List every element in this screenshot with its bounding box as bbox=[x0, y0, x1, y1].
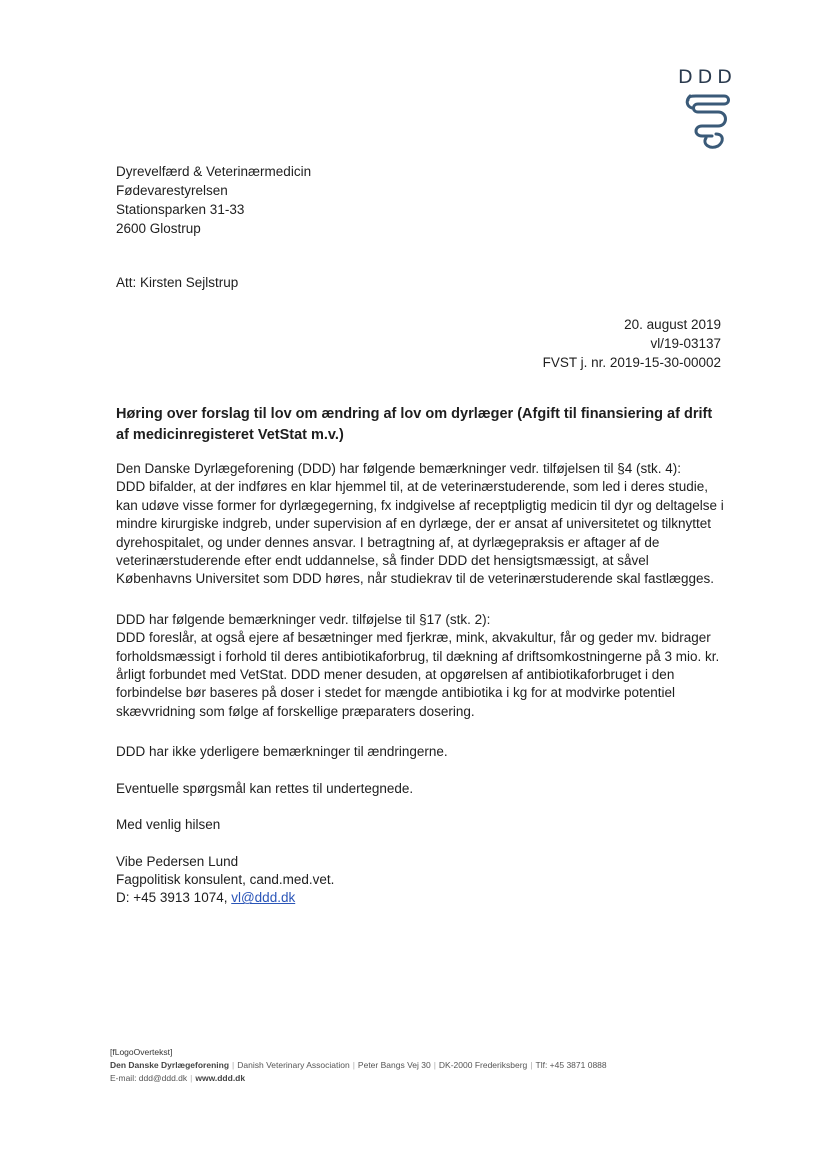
attention-line: Att: Kirsten Sejlstrup bbox=[116, 275, 239, 290]
recipient-address bbox=[116, 162, 311, 238]
logo-text: DDD bbox=[678, 66, 737, 88]
paragraph bbox=[116, 611, 728, 721]
signer-title: Fagpolitisk konsulent, cand.med.vet. bbox=[116, 871, 335, 887]
footer-email[interactable]: E-mail: ddd@ddd.dk bbox=[110, 1073, 188, 1083]
ddd-logo bbox=[678, 66, 748, 152]
letter-footer bbox=[110, 1046, 607, 1085]
footer-line: Den Danske Dyrlægeforening | Danish Veterinary Association | Peter Bangs Vej 30 | DK-2000 Frederiksberg | Tlf: +45 3871 0888 bbox=[110, 1060, 607, 1070]
signer-email-link[interactable]: vl@ddd.dk bbox=[231, 890, 296, 906]
footer-org: Den Danske Dyrlægeforening bbox=[110, 1060, 230, 1070]
letter-date: 20. august 2019 bbox=[624, 317, 721, 332]
signature-block bbox=[116, 853, 728, 908]
letter-body bbox=[116, 460, 728, 926]
address-line: 2600 Glostrup bbox=[116, 221, 201, 236]
footer-tag: [fLogoOvertekst] bbox=[110, 1047, 173, 1057]
signer-phone: D: +45 3913 1074, bbox=[116, 890, 232, 906]
address-line: Dyrevelfærd & Veterinærmedicin bbox=[116, 164, 312, 179]
paragraph-intro: Den Danske Dyrlægeforening (DDD) har følgende bemærkninger vedr. tilføjelsen til §4 (stk. 4): bbox=[116, 461, 681, 476]
address-line: Stationsparken 31-33 bbox=[116, 202, 245, 217]
paragraph: Eventuelle spørgsmål kan rettes til undertegnede. bbox=[116, 780, 414, 796]
footer-phone: Tlf: +45 3871 0888 bbox=[535, 1060, 607, 1070]
letter-subject: Høring over forslag til lov om ændring af lov om dyrlæger (Afgift til finansiering af drift af medicinregisteret VetStat m.v.) bbox=[116, 406, 713, 443]
address-line: Fødevarestyrelsen bbox=[116, 183, 228, 198]
footer-city: DK-2000 Frederiksberg bbox=[438, 1060, 528, 1070]
footer-line: E-mail: ddd@ddd.dk | www.ddd.dk bbox=[110, 1073, 246, 1083]
case-number: FVST j. nr. 2019-15-30-00002 bbox=[542, 355, 721, 370]
footer-street: Peter Bangs Vej 30 bbox=[357, 1060, 431, 1070]
serpent-logo-icon bbox=[684, 94, 732, 152]
paragraph bbox=[116, 460, 728, 589]
paragraph: DDD har ikke yderligere bemærkninger til ændringerne. bbox=[116, 744, 448, 760]
footer-web[interactable]: www.ddd.dk bbox=[195, 1073, 246, 1083]
closing: Med venlig hilsen bbox=[116, 817, 221, 833]
reference-number: vl/19-03137 bbox=[650, 336, 721, 351]
paragraph-intro: DDD har følgende bemærkninger vedr. tilføjelse til §17 (stk. 2): bbox=[116, 611, 491, 627]
paragraph-text: DDD bifalder, at der indføres en klar hjemmel til, at de veterinærstuderende, som led i deres studie, kan udøve visse former for dyrlægegerning, fx indgivelse af receptpligtig medicin til dyr og deltagelse i mindre kirurgiske indgreb, under supervision af en dyrlæge, der er ansat af universitetet og tilknyttet dyrehospitalet, og under dennes ansvar. I betragtning af, at dyrlægepraksis er aftager af de veterinærstuderende efter endt uddannelse, så finder DDD det hensigtsmæssigt, at såvel Københavns Universitet som DDD høres, når studiekrav til de veterinærstuderende skal fastlægges. bbox=[116, 479, 724, 587]
signer-name: Vibe Pedersen Lund bbox=[116, 853, 239, 869]
paragraph-text: DDD foreslår, at også ejere af besætninger med fjerkræ, mink, akvakultur, får og geder mv. bidrager forholdsmæssigt i forhold til deres antibiotikaforbrug, til dækning af driftsomkostningerne på 3 mio. kr. årligt forbundet med VetStat. DDD mener desuden, at opgørelsen af antibiotikaforbruget i den forbindelse bør baseres på doser i stedet for mængde antibiotika i kg for at modvirke potentiel skævvridning som følge af forskellige præparaters dosering. bbox=[116, 630, 720, 719]
footer-org-en: Danish Veterinary Association bbox=[237, 1060, 350, 1070]
reference-block bbox=[543, 315, 721, 372]
